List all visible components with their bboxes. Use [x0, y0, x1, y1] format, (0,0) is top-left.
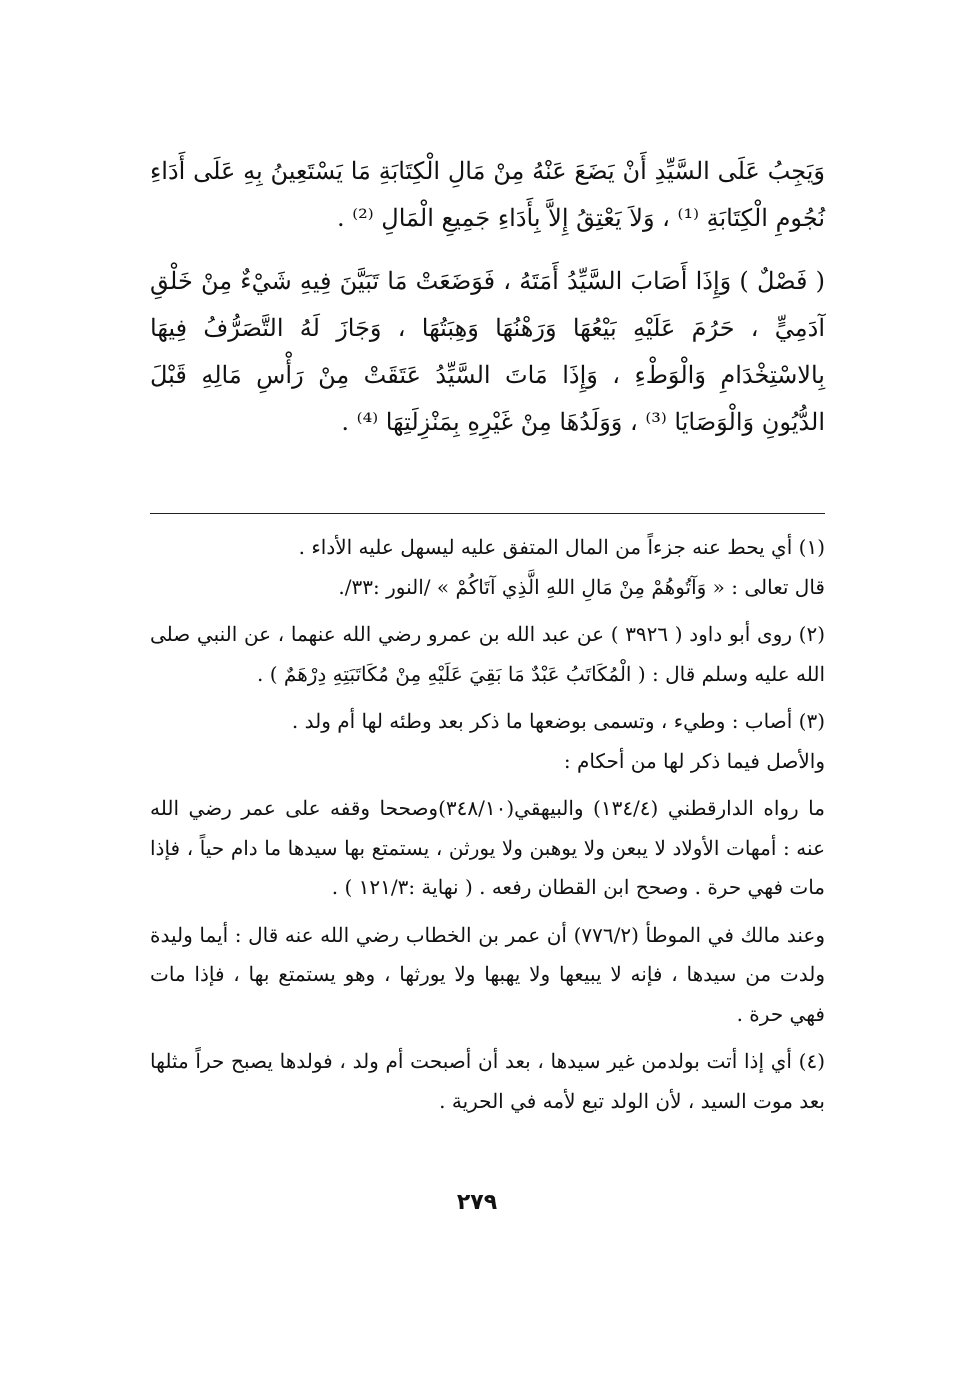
page-number: ٢٧٩: [456, 1190, 498, 1215]
main-paragraph-1: وَيَجِبُ عَلَى السَّيِّدِ أَنْ يَضَعَ عَنْهُ مِنْ مَالِ الْكِتَابَةِ مَا يَسْتَعِينُ بِهِ عَلَى أَدَاءِ نُجُومِ الْكِتَابَةِ ⁽¹⁾ ، وَلاَ يَعْتِقُ إِلاَّ بِأَدَاءِ جَمِيعِ الْمَالِ ⁽²⁾ .: [150, 157, 825, 232]
footnote-divider: [150, 513, 825, 514]
footnote-3: (٣) أصاب : وطيء ، وتسمى بوضعها ما ذكر بعد وطئه لها أم ولد .: [291, 709, 825, 733]
footnote-2: (٢) روى أبو داود ( ٣٩٢٦ ) عن عبد الله بن عمرو رضي الله عنهما ، عن النبي صلى الله عليه وسلم قال : ( الْمُكَاتَبُ عَبْدٌ مَا بَقِيَ عَلَيْهِ مِنْ مُكَاتَبَتِهِ دِرْهَمٌ ) .: [150, 622, 825, 686]
footnotes: [150, 528, 825, 1121]
footnote-1: (١) أي يحط عنه جزءاً من المال المتفق عليه ليسهل عليه الأداء .: [298, 535, 825, 559]
footnote-4: (٤) أي إذا أتت بولدمن غير سيدها ، بعد أن أصبحت أم ولد ، فولدها يصبح حراً مثلها بعد موت السيد ، لأن الولد تبع لأمه في الحرية .: [150, 1049, 825, 1113]
footnote-3-malik: وعند مالك في الموطأ (٧٧٦/٢) أن عمر بن الخطاب رضي الله عنه قال : أيما وليدة ولدت من سيدها ، فإنه لا يبيعها ولا يهبها ولا يورثها ، وهو يستمتع بها ، فإذا مات فهي حرة .: [150, 922, 826, 1026]
main-text: [150, 148, 825, 446]
footnote-1-quran-quote: قال تعالى : « وَآتُوهُمْ مِنْ مَالِ اللهِ الَّذِي آتَاكُمْ » /النور :٣٣/.: [338, 574, 825, 599]
main-paragraph-2: ( فَصْلٌ ) وَإِذَا أَصَابَ السَّيِّدُ أَمَتَهُ ، فَوَضَعَتْ مَا تَبَيَّنَ فِيهِ شَيْءٌ مِنْ خَلْقِ آدَمِيٍّ ، حَرُمَ عَلَيْهِ بَيْعُهَا وَرَهْنُهَا وَهِبَتُهَا ، وَجَازَ لَهُ التَّصَرُّفُ فِيهَا بِالاسْتِخْدَامِ وَالْوَطْءِ ، وَإِذَا مَاتَ السَّيِّدُ عَتَقَتْ مِنْ رَأْسِ مَالِهِ قَبْلَ الدُّيُونِ وَالْوَصَايَا ⁽³⁾ ، وَوَلَدُهَا مِنْ غَيْرِهِ بِمَنْزِلَتِهَا ⁽⁴⁾ .: [150, 267, 825, 436]
footnote-3-intro: والأصل فيما ذكر لها من أحكام :: [563, 748, 825, 773]
footnote-3-daraqutni: ما رواه الدارقطني (١٣٤/٤) والبيهقي(٣٤٨/١٠)وصححا وقفه على عمر رضي الله عنه : أمهات الأولاد لا يبعن ولا يوهبن ولا يورثن ، يستمتع بها سيدها ما دام حياً ، فإذا مات فهي حرة . وصحح ابن القطان رفعه . ( نهاية :١٢١/٣ ) .: [150, 796, 826, 899]
